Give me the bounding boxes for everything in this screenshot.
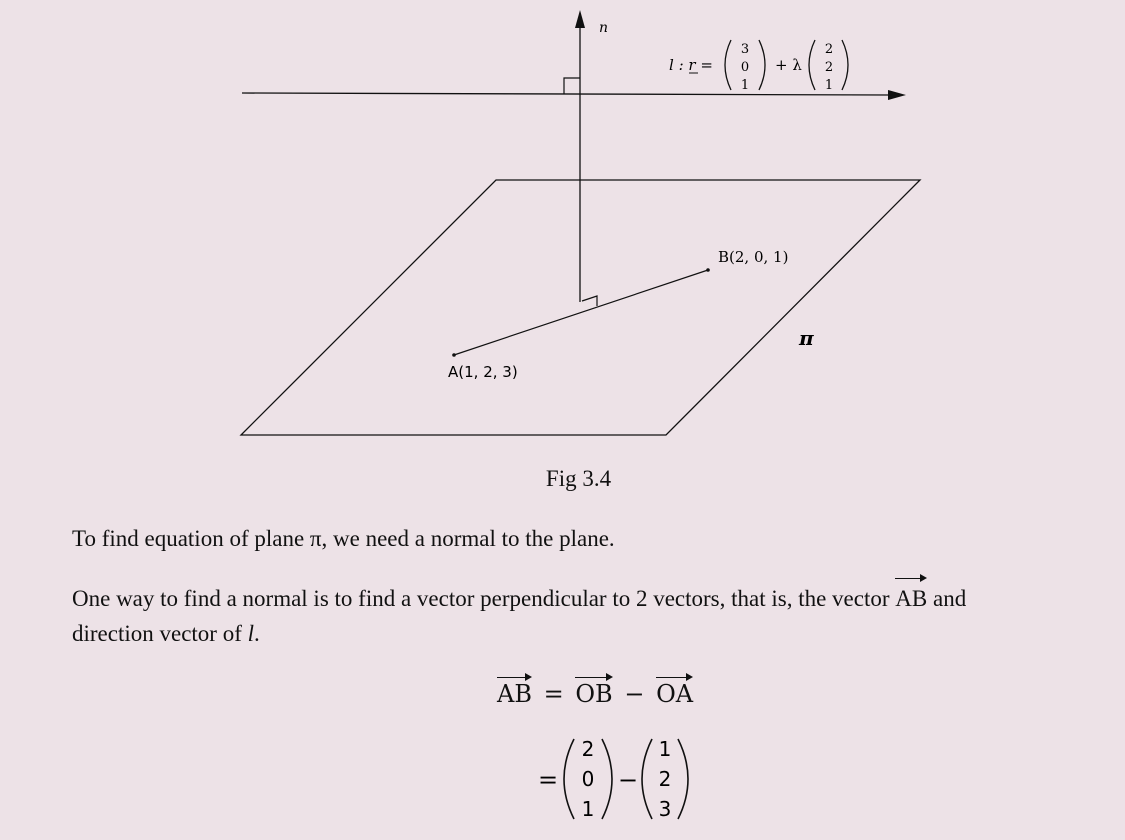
eq2-equals: =	[538, 766, 559, 794]
eq-equals: =	[543, 680, 564, 708]
line-point-1: 0	[740, 60, 750, 75]
point-a-dot	[452, 353, 456, 357]
eq-term-ob: OB	[575, 680, 613, 708]
right-angle-bottom	[582, 296, 597, 306]
paren-left-1	[725, 40, 731, 90]
plane-label: π	[799, 326, 814, 350]
vec-oa-2: 3	[658, 797, 672, 821]
right-angle-top	[564, 78, 580, 94]
paren-right-1	[759, 40, 765, 90]
line-direction-0: 2	[824, 42, 834, 57]
paragraph-3	[72, 616, 260, 651]
line-direction-2: 1	[824, 78, 834, 93]
vec-oa-0: 1	[658, 737, 672, 761]
point-b-label: B(2, 0, 1)	[718, 248, 789, 266]
line-l-arrowhead	[888, 90, 906, 100]
paren-right-2	[842, 40, 848, 90]
eq-term-oa: OA	[656, 680, 694, 708]
normal-label: n	[599, 20, 609, 36]
equation-line-2	[530, 734, 710, 824]
figure-caption: Fig 3.4	[545, 466, 612, 491]
vec-ob-2: 1	[581, 797, 595, 821]
eq2-minus: −	[618, 766, 639, 794]
paragraph-3-var: l	[247, 621, 255, 646]
paragraph-2	[72, 581, 966, 616]
line-l	[242, 93, 892, 95]
line-point-0: 3	[740, 42, 750, 57]
segment-ab	[454, 270, 708, 355]
paragraph-3-after: .	[254, 621, 260, 646]
oa-paren-left	[642, 739, 652, 819]
point-b-dot	[706, 268, 710, 272]
eq-lhs-ab: AB	[497, 680, 532, 708]
paragraph-3-before: direction vector of	[72, 621, 248, 646]
vector-ab-inline: AB	[895, 581, 927, 616]
oa-paren-right	[678, 739, 688, 819]
vec-oa-1: 2	[658, 767, 672, 791]
point-a-label: A(1, 2, 3)	[448, 363, 518, 381]
line-point-2: 1	[740, 78, 750, 93]
paragraph-1: To find equation of plane π, we need a normal to the plane.	[72, 526, 615, 551]
line-direction-1: 2	[824, 60, 834, 75]
normal-n-arrowhead	[575, 10, 585, 28]
ob-paren-left	[564, 739, 574, 819]
vec-ob-0: 2	[581, 737, 595, 761]
line-eq-lhs: l : r =	[669, 56, 713, 74]
ob-paren-right	[602, 739, 612, 819]
plus-lambda: + λ	[775, 56, 802, 74]
eq-minus: −	[624, 680, 645, 708]
vec-ob-1: 0	[581, 767, 595, 791]
paragraph-2-after: and	[927, 586, 967, 611]
equation-line-1	[497, 680, 693, 708]
paragraph-2-before: One way to find a normal is to find a vector perpendicular to 2 vectors, that is, the vector	[72, 586, 896, 611]
paren-left-2	[809, 40, 815, 90]
